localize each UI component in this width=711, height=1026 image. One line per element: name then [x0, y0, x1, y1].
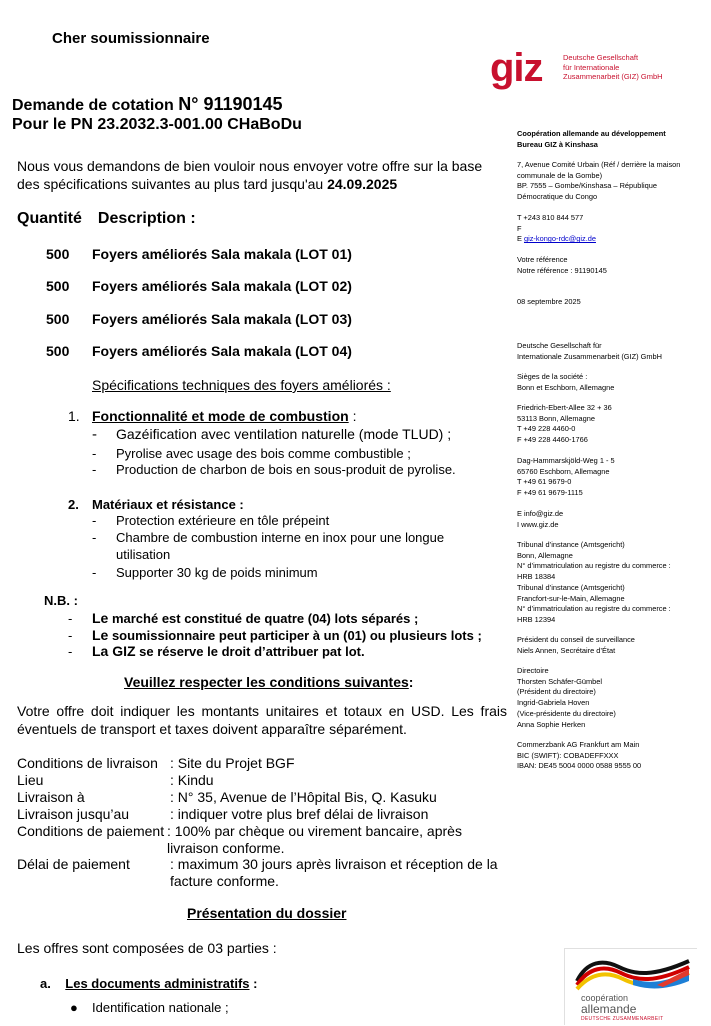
email-link[interactable]: giz-kongo-rdc@giz.de	[523, 234, 596, 244]
coop-line3: DEUTSCHE ZUSAMMENARBEIT	[581, 1016, 664, 1022]
section-number: 1.	[68, 408, 80, 424]
quotation-number: N° 91190145	[178, 94, 283, 114]
list-dash: -	[68, 611, 73, 626]
document-title: Demande de cotation N° 91190145	[12, 94, 283, 114]
list-item: ● Identification nationale ;	[70, 1000, 229, 1015]
list-item: utilisation	[116, 547, 171, 562]
offer-paragraph: Votre offre doit indiquer les montants unitaires et totaux en USD. Les frais éventuels de transport et taxes doivent apparaître séparément.	[17, 703, 507, 737]
section-heading: Fonctionnalité et mode de combustion :	[92, 408, 357, 424]
admin-docs-heading: a. Les documents administratifs :	[40, 976, 258, 991]
project-number: Pour le PN 23.2032.3-001.00 CHaBoDu	[12, 116, 302, 133]
list-dash: -	[92, 446, 97, 461]
list-dash: -	[68, 644, 73, 659]
section-heading: Matériaux et résistance :	[92, 497, 244, 512]
list-dash: -	[92, 530, 97, 545]
list-item: Pyrolise avec usage des bois comme combustible ;	[116, 446, 411, 461]
lot-row: 500 Foyers améliorés Sala makala (LOT 02)	[46, 278, 352, 294]
sidebar-bonn: Friedrich-Ebert-Allee 32 + 36 53113 Bonn, Allemagne T +49 228 4460-0 F +49 228 4460-1766	[517, 403, 612, 445]
bullet-icon: ●	[70, 1000, 78, 1015]
sidebar-address: 7, Avenue Comité Urbain (Réf / derrière la maison communale de la Gombe) BP. 7555 – Gombe/Kinshasa – République Démocratique du Congo	[517, 160, 681, 202]
lot-row: 500 Foyers améliorés Sala makala (LOT 01)	[46, 246, 352, 262]
parts-paragraph: Les offres sont composées de 03 parties :	[17, 940, 277, 956]
description-header: Description :	[97, 210, 196, 227]
sidebar-bank: Commerzbank AG Frankfurt am Main BIC (SWIFT): COBADEFFXXX IBAN: DE45 5004 0000 0588 9555 00	[517, 740, 642, 771]
list-item: Chambre de combustion interne en inox pour une longue	[116, 530, 445, 545]
list-dash: -	[92, 565, 97, 580]
sidebar-reference: Votre référence Notre référence : 91190145	[517, 255, 607, 275]
flag-ribbon-icon	[573, 955, 693, 995]
nb-item: Le marché est constitué de quatre (04) lots séparés ;	[92, 610, 419, 626]
dossier-title: Présentation du dossier	[187, 905, 347, 921]
list-item: Protection extérieure en tôle prépeint	[116, 513, 330, 528]
sidebar-directors: Directoire Thorsten Schäfer-Gümbel (Président du directoire) Ingrid-Gabriela Hoven (Vice-présidente du directoire) Anna Sophie Herken	[517, 666, 616, 729]
nb-item: La GIZ se réserve le droit d’attribuer pat lot.	[92, 643, 365, 659]
nb-label: N.B. :	[44, 593, 78, 608]
intro-paragraph: Nous vous demandons de bien vouloir nous envoyer votre offre sur la base des spécifications suivantes au plus tard jusqu'au 24.09.2025	[17, 158, 483, 192]
sidebar-eschborn: Dag-Hammarskjöld-Weg 1 - 5 65760 Eschborn, Allemagne T +49 61 9679-0 F +49 61 9679-1115	[517, 456, 615, 498]
salutation: Cher soumissionnaire	[52, 30, 210, 47]
document-date: 08 septembre 2025	[517, 297, 581, 306]
sidebar-court: Tribunal d’instance (Amtsgericht) Bonn, Allemagne N° d’immatriculation au registre du commerce : HRB 18384 Tribunal d’instance (Amtsgericht) Francfort-sur-le-Main, Allemagne N° d’immatriculation au registre du commerce : HRB 12394	[517, 540, 671, 624]
list-item: Gazéification avec ventilation naturelle (mode TLUD) ;	[116, 426, 452, 442]
section-number: 2.	[68, 497, 79, 512]
list-dash: -	[92, 462, 97, 477]
coop-line1: coopération	[581, 993, 629, 1003]
conditions-title: Veuillez respecter les conditions suivantes:	[124, 674, 414, 690]
list-dash: -	[92, 513, 97, 528]
sidebar-company: Deutsche Gesellschaft für Internationale Zusammenarbeit (GIZ) GmbH	[517, 341, 662, 361]
sidebar-contact: T +243 810 844 577 F E giz-kongo-rdc@giz.de	[517, 213, 596, 244]
cooperation-allemande-logo	[564, 948, 697, 1025]
giz-logo-word: giz	[490, 46, 543, 90]
coop-line2: allemande	[581, 1002, 637, 1016]
list-dash: -	[68, 628, 73, 643]
specs-title: Spécifications techniques des foyers améliorés :	[92, 377, 391, 393]
deadline-date: 24.09.2025	[327, 176, 398, 192]
list-dash: -	[92, 426, 97, 443]
lot-row: 500 Foyers améliorés Sala makala (LOT 04)	[46, 343, 352, 359]
lot-row: 500 Foyers améliorés Sala makala (LOT 03)	[46, 311, 352, 327]
sidebar-org: Coopération allemande au développement Bureau GIZ à Kinshasa	[517, 129, 666, 149]
sidebar-board: Président du conseil de surveillance Niels Annen, Secrétaire d’État	[517, 635, 635, 655]
giz-logo-text: Deutsche Gesellschaft für Internationale Zusammenarbeit (GIZ) GmbH	[563, 53, 663, 81]
table-header	[17, 210, 196, 228]
list-item: Supporter 30 kg de poids minimum	[116, 565, 318, 580]
nb-item: Le soumissionnaire peut participer à un (01) ou plusieurs lots ;	[92, 627, 482, 643]
list-item: Production de charbon de bois en sous-produit de pyrolise.	[116, 462, 456, 477]
sidebar-web: E info@giz.de I www.giz.de	[517, 509, 564, 529]
quantity-header: Quantité	[17, 210, 82, 227]
sidebar-seats: Sièges de la société : Bonn et Eschborn, Allemagne	[517, 372, 615, 392]
